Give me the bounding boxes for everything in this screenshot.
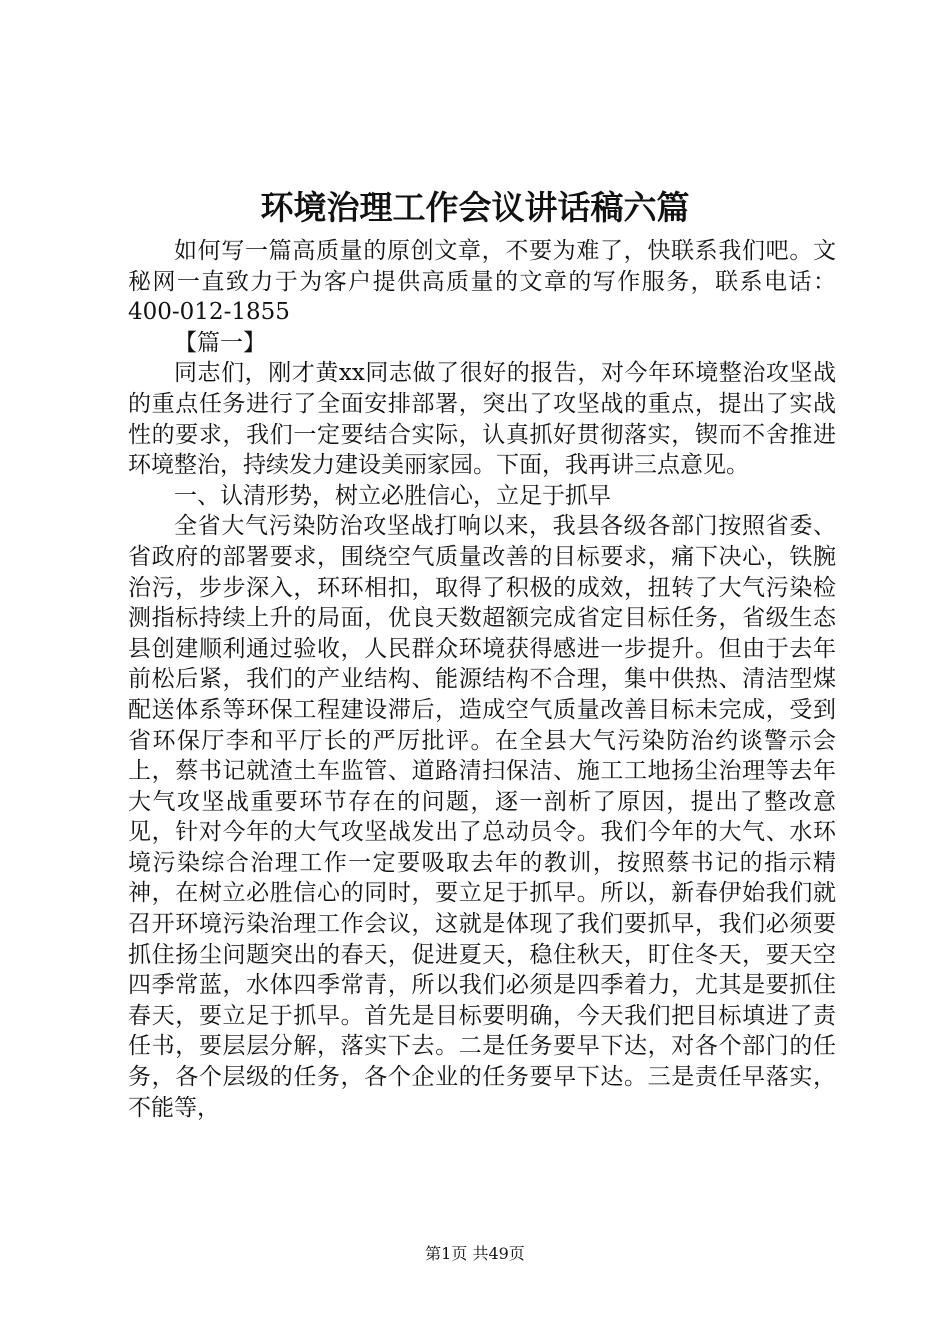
document-body [128,236,836,1123]
body-paragraph: 全省大气污染防治攻坚战打响以来，我县各级各部门按照省委、省政府的部署要求，围绕空气质量改善的目标要求，痛下决心，铁腕治污，步步深入，环环相扣，取得了积极的成效，扭转了大气污染检测指标持续上升的局面，优良天数超额完成省定目标任务，省级生态县创建顺利通过验收，人民群众环境获得感进一步提升。但由于去年前松后紧，我们的产业结构、能源结构不合理，集中供热、清洁型煤配送体系等环保工程建设滞后，造成空气质量改善目标未完成，受到省环保厅李和平厅长的严厉批评。在全县大气污染防治约谈警示会上，蔡书记就渣土车监管、道路清扫保洁、施工工地扬尘治理等去年大气攻坚战重要环节存在的问题，逐一剖析了原因，提出了整改意见，针对今年的大气攻坚战发出了总动员令。我们今年的大气、水环境污染综合治理工作一定要吸取去年的教训，按照蔡书记的指示精神，在树立必胜信心的同时，要立足于抓早。所以，新春伊始我们就召开环境污染治理工作会议，这就是体现了我们要抓早，我们必须要抓住扬尘问题突出的春天，促进夏天，稳住秋天，盯住冬天，要天空四季常蓝，水体四季常青，所以我们必须是四季着力，尤其是要抓住春天，要立足于抓早。首先是目标要明确，今天我们把目标填进了责任书，要层层分解，落实下去。二是任务要早下达，对各个部门的任务，各个层级的任务，各个企业的任务要早下达。三是责任早落实，不能等， [128,513,836,1121]
section-heading-part-one: 【篇一】 [174,329,266,356]
page-footer: 第1页 共49页 [425,1244,525,1263]
body-paragraph: 同志们，刚才黄xx同志做了很好的报告，对今年环境整治攻坚战的重点任务进行了全面安排部署，突出了攻坚战的重点，提出了实战性的要求，我们一定要结合实际，认真抓好贯彻落实，锲而不舍推进环境整治，持续发力建设美丽家园。下面，我再讲三点意见。 [128,360,836,479]
document-title: 环境治理工作会议讲话稿六篇 [260,188,690,227]
section-heading: 一、认清形势，树立必胜信心，立足于抓早 [174,482,611,509]
intro-paragraph: 如何写一篇高质量的原创文章，不要为难了，快联系我们吧。文秘网一直致力于为客户提供高质量的文章的写作服务，联系电话：400-012-1855 [128,238,836,326]
